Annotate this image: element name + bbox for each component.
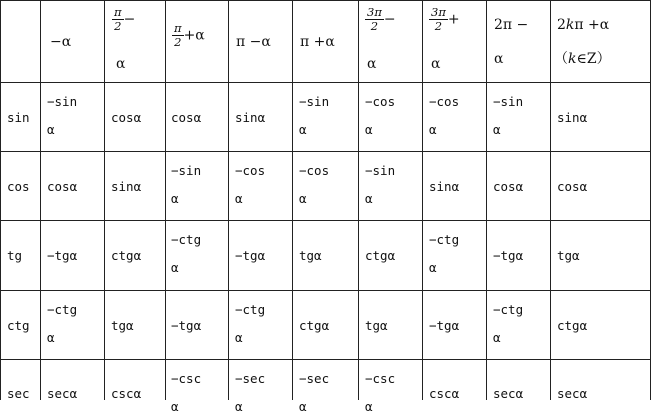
frac-denominator: 2: [370, 19, 379, 33]
table-cell: −ctg: [235, 302, 266, 317]
table-cell: cosα: [557, 179, 588, 194]
table-cell: ctgα: [111, 248, 142, 263]
grid-line: [0, 0, 1, 400]
row-label-ctg: ctg: [7, 318, 30, 333]
table-cell: −sec: [299, 371, 330, 386]
row-label-sec: sec: [7, 386, 30, 401]
table-cell: sinα: [429, 179, 460, 194]
table-cell: sinα: [557, 110, 588, 125]
grid-line: [0, 82, 651, 83]
header-pi-minus-alpha: π −α: [236, 34, 271, 50]
frac-numerator: 3π: [367, 5, 382, 19]
table-cell: tgα: [299, 248, 322, 263]
table-cell: tgα: [365, 318, 388, 333]
table-cell: −ctg: [493, 302, 524, 317]
grid-line: [0, 359, 651, 360]
header-three-half-pi-plus-alpha: [429, 6, 460, 33]
header-alpha-line: α: [431, 56, 441, 72]
table-cell: −sin: [171, 163, 202, 178]
table-cell: −ctg: [429, 232, 460, 247]
table-cell: secα: [47, 386, 78, 401]
table-cell: −tgα: [493, 248, 524, 263]
table-cell: sinα: [111, 179, 142, 194]
header-half-pi-plus-alpha: [172, 22, 205, 49]
table-cell: −cos: [365, 94, 396, 109]
fraction: [365, 6, 384, 33]
grid-line: [0, 0, 651, 1]
header-three-half-pi-minus-alpha: [365, 6, 396, 33]
table-cell: cosα: [171, 110, 202, 125]
condition: ∈Z）: [576, 51, 611, 67]
grid-line: [165, 0, 166, 400]
header-suffix: −: [383, 11, 396, 28]
table-cell: α: [429, 122, 437, 137]
header-neg-alpha: −α: [50, 34, 72, 50]
table-cell: cosα: [111, 110, 142, 125]
header-suffix: −: [123, 11, 136, 28]
table-cell: tgα: [111, 318, 134, 333]
table-cell: cscα: [111, 386, 142, 401]
header-alpha-line: α: [494, 51, 504, 67]
header-suffix: +α: [183, 27, 205, 44]
header-pi-plus-alpha: π +α: [300, 34, 335, 50]
grid-line: [0, 290, 651, 291]
grid-line: [0, 220, 651, 221]
coefficient: 2: [557, 17, 566, 33]
table-cell: ctgα: [365, 248, 396, 263]
table-cell: −cos: [299, 163, 330, 178]
table-cell: −tgα: [235, 248, 266, 263]
table-cell: −ctg: [171, 232, 202, 247]
table-cell: α: [299, 122, 307, 137]
grid-line: [104, 0, 105, 400]
grid-line: [228, 0, 229, 400]
table-cell: −cos: [235, 163, 266, 178]
row-label-cos: cos: [7, 179, 30, 194]
frac-denominator: 2: [174, 35, 182, 49]
table-cell: −tgα: [171, 318, 202, 333]
table-cell: α: [235, 191, 243, 206]
grid-line: [486, 0, 487, 400]
table-cell: −tgα: [47, 248, 78, 263]
table-cell: secα: [493, 386, 524, 401]
table-cell: α: [299, 191, 307, 206]
table-cell: −cos: [429, 94, 460, 109]
fraction: [429, 6, 448, 33]
grid-line: [358, 0, 359, 400]
frac-numerator: 3π: [431, 5, 446, 19]
frac-numerator: π: [174, 21, 182, 35]
table-cell: cosα: [47, 179, 78, 194]
row-label-sin: sin: [7, 110, 30, 125]
table-cell: α: [365, 399, 373, 414]
grid-line: [0, 151, 651, 152]
paren-open: （: [554, 51, 568, 67]
expression: π +α: [574, 17, 610, 33]
header-alpha-line: α: [116, 56, 126, 72]
table-cell: −sin: [493, 94, 524, 109]
table-cell: −sec: [235, 371, 266, 386]
frac-numerator: π: [114, 5, 122, 19]
table-cell: tgα: [557, 248, 580, 263]
table-cell: α: [365, 122, 373, 137]
fraction: [172, 22, 184, 49]
table-cell: α: [47, 330, 55, 345]
k-variable: k: [565, 17, 575, 33]
table-cell: −ctg: [47, 302, 78, 317]
table-cell: cscα: [429, 386, 460, 401]
fraction: [112, 6, 124, 33]
frac-denominator: 2: [434, 19, 443, 33]
table-cell: α: [171, 260, 179, 275]
table-cell: α: [493, 330, 501, 345]
table-cell: α: [493, 122, 501, 137]
grid-line: [292, 0, 293, 400]
header-alpha-line: α: [367, 56, 377, 72]
table-cell: α: [429, 260, 437, 275]
row-label-tg: tg: [7, 248, 23, 263]
table-cell: α: [47, 122, 55, 137]
table-cell: α: [235, 399, 243, 414]
header-half-pi-minus-alpha: [112, 6, 135, 33]
table-cell: sinα: [235, 110, 266, 125]
table-cell: ctgα: [557, 318, 588, 333]
frac-denominator: 2: [114, 19, 122, 33]
table-cell: α: [235, 330, 243, 345]
header-two-k-pi-plus-alpha: [557, 17, 609, 33]
table-cell: α: [365, 191, 373, 206]
grid-line: [40, 0, 41, 400]
table-cell: α: [171, 191, 179, 206]
table-cell: −sin: [365, 163, 396, 178]
table-cell: cosα: [493, 179, 524, 194]
grid-line: [550, 0, 551, 400]
table-cell: α: [299, 399, 307, 414]
table-cell: −sin: [47, 94, 78, 109]
table-cell: −sin: [299, 94, 330, 109]
table-cell: −tgα: [429, 318, 460, 333]
header-two-pi-minus-alpha: 2π −: [494, 17, 529, 33]
table-cell: ctgα: [299, 318, 330, 333]
table-cell: α: [171, 399, 179, 414]
k-variable: k: [568, 51, 577, 67]
grid-line: [422, 0, 423, 400]
header-suffix: +: [447, 11, 460, 28]
table-cell: secα: [557, 386, 588, 401]
table-cell: −csc: [365, 371, 396, 386]
header-k-integer-condition: [554, 51, 611, 67]
table-cell: −csc: [171, 371, 202, 386]
